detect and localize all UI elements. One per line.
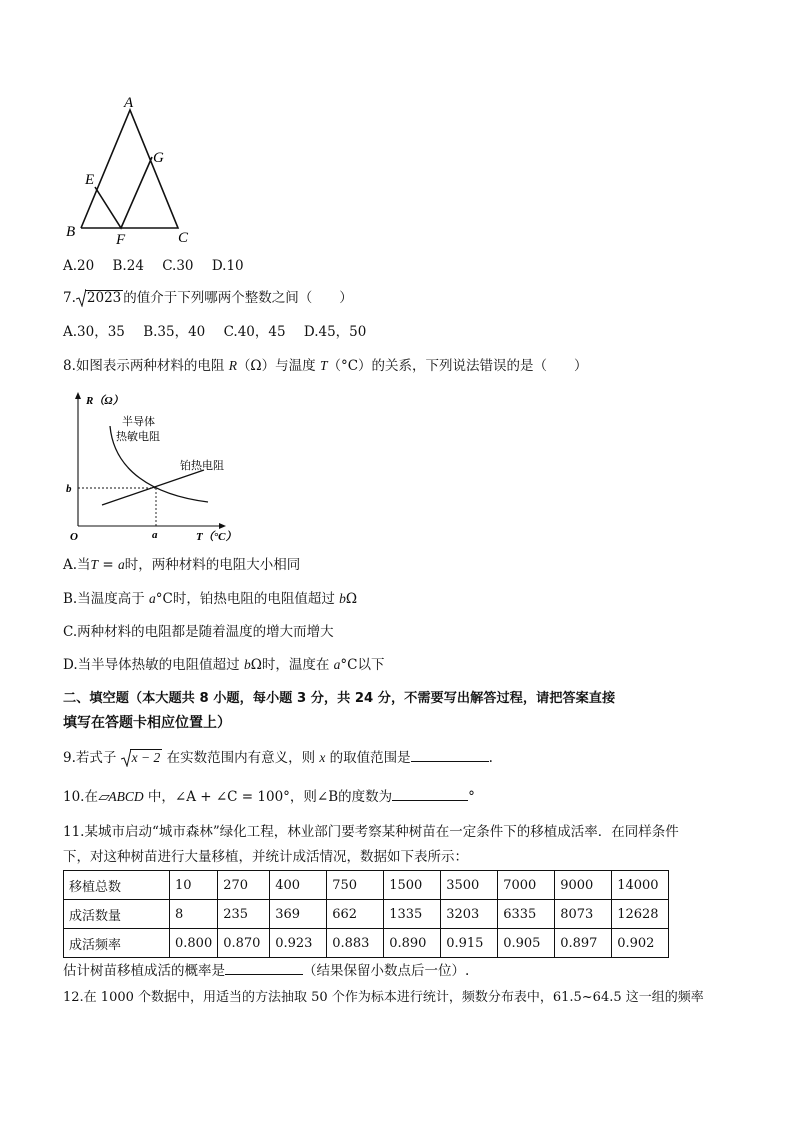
q8-option-a: [63, 556, 300, 574]
q8-option-b: [63, 590, 357, 608]
x-axis-label: T（°C）: [196, 531, 237, 543]
table-cell: 成活数量: [64, 900, 170, 929]
q9-answer-blank[interactable]: [411, 749, 489, 762]
label-G: G: [153, 150, 164, 166]
triangle-inner-lines: [95, 157, 152, 228]
table-cell: 14000: [612, 871, 669, 900]
section2-heading-line1: 二、填空题（本大题共 8 小题，每小题 3 分，共 24 分，不需要写出解答过程，请把答案直接: [63, 691, 616, 706]
q9-radicand: x − 2: [131, 750, 161, 765]
q7-option-c: C.40，45: [223, 324, 286, 340]
q8-d-prefix: D.当半导体热敏的电阻值超过: [63, 657, 244, 673]
q8-d-var: b: [243, 657, 251, 672]
table-cell: 6335: [498, 900, 555, 929]
q8-stem: [63, 357, 588, 375]
q8-a-var: T: [90, 557, 99, 572]
q11-after-suffix: （结果保留小数点后一位）.: [303, 963, 470, 979]
label-C: C: [178, 230, 189, 246]
q7-option-d: D.45，50: [303, 324, 367, 340]
label-E: E: [85, 172, 95, 188]
q8-b-var2: b: [339, 591, 346, 606]
b-label: b: [66, 483, 72, 495]
table-cell: 0.870: [218, 929, 270, 958]
transplant-table: [63, 870, 669, 958]
table-cell: 8073: [555, 900, 612, 929]
platinum-label: 铂热电阻: [180, 459, 224, 472]
table-cell: 0.905: [498, 929, 555, 958]
q8-b-suffix: Ω: [345, 591, 358, 607]
q6-option-c: C.30: [162, 258, 194, 274]
q8-option-d: [63, 656, 385, 674]
triangle-figure: [60, 92, 200, 252]
table-cell: 3203: [441, 900, 498, 929]
origin-label: O: [70, 531, 78, 543]
table-cell: 369: [270, 900, 327, 929]
q7-radicand: 2023: [86, 290, 122, 306]
table-cell: 成活频率: [64, 929, 170, 958]
q12-line1: 12.在 1000 个数据中，用适当的方法抽取 50 个作为标本进行统计，频数分布表中，61.5~64.5 这一组的频率: [63, 990, 704, 1005]
table-cell: 3500: [441, 871, 498, 900]
table-cell: 0.902: [612, 929, 669, 958]
table-cell: 8: [170, 900, 218, 929]
q11-answer-blank[interactable]: [225, 962, 303, 975]
q9-var: x: [319, 750, 326, 765]
table-cell: 1500: [384, 871, 441, 900]
q8-d-mid: Ω时，温度在: [250, 657, 334, 673]
q9-sqrt: [121, 749, 163, 767]
q6-options: [63, 257, 258, 275]
table-cell: 0.800: [170, 929, 218, 958]
q8-b-var: a: [149, 591, 156, 606]
table-cell: 750: [327, 871, 384, 900]
table-cell: 400: [270, 871, 327, 900]
q11-after-prefix: 估计树苗移植成活的概率是: [63, 963, 225, 979]
q10-stem: [63, 788, 475, 806]
platinum-line: [102, 470, 204, 505]
q8-a-val: a: [117, 557, 125, 572]
table-cell: 235: [218, 900, 270, 929]
resistance-temperature-graph: [62, 390, 247, 545]
label-A: A: [124, 95, 134, 111]
q11-after-table: [63, 962, 469, 980]
q7-text: 的值介于下列哪两个整数之间（ ）: [123, 290, 353, 306]
q7-option-b: B.35，40: [143, 324, 206, 340]
q8-b-mid: °C时，铂热电阻的电阻值超过: [155, 591, 340, 607]
q8-var-t: T: [319, 358, 328, 373]
table-cell: 0.923: [270, 929, 327, 958]
q8-mid1: （Ω）与温度: [236, 358, 316, 374]
q7-number: 7.: [63, 290, 76, 306]
table-cell: 9000: [555, 871, 612, 900]
table-cell: 0.915: [441, 929, 498, 958]
q8-option-c: C.两种材料的电阻都是随着温度的增大而增大: [63, 624, 334, 640]
q8-prefix: 8.如图表示两种材料的电阻: [63, 358, 225, 374]
a-label: a: [152, 529, 158, 541]
table-cell: 12628: [612, 900, 669, 929]
q6-option-d: D.10: [211, 258, 244, 274]
q8-a-eq: =: [98, 557, 118, 573]
q8-var-r: R: [228, 358, 237, 373]
q9-suffix: 的取值范围是: [325, 750, 411, 766]
q7-stem: [63, 289, 353, 307]
table-cell: 0.897: [555, 929, 612, 958]
table-cell: 7000: [498, 871, 555, 900]
table-cell: 移植总数: [64, 871, 170, 900]
table-cell: 0.883: [327, 929, 384, 958]
q6-option-a: A.20: [63, 258, 95, 274]
q10-end: °: [468, 789, 475, 805]
q9-prefix: 9.若式子: [63, 750, 121, 766]
label-B: B: [66, 224, 76, 240]
q9-mid: 在实数范围内有意义，则: [162, 750, 320, 766]
label-F: F: [116, 232, 126, 248]
semiconductor-label-line1: 半导体: [122, 415, 155, 428]
q8-d-var2: a: [333, 657, 341, 672]
q10-answer-blank[interactable]: [392, 788, 468, 801]
section2-heading-line2: 填写在答题卡相应位置上）: [63, 715, 231, 731]
q10-mid: 中，∠A + ∠C = 100°，则∠B的度数为: [143, 789, 393, 805]
x-axis-arrow: [219, 523, 226, 529]
q10-shape: ▱ABCD: [97, 789, 144, 804]
q9-stem: [63, 749, 493, 767]
q7-sqrt: [76, 289, 123, 307]
q11-line2: 下，对这种树苗进行大量移植，并统计成活情况，数据如下表所示：: [63, 849, 468, 865]
table-cell: 0.890: [384, 929, 441, 958]
semiconductor-label-line2: 热敏电阻: [116, 430, 160, 443]
q8-mid2: （°C）的关系，下列说法错误的是（ ）: [327, 358, 588, 374]
q7-option-a: A.30，35: [63, 324, 125, 340]
table-row: [64, 871, 669, 900]
table-cell: 1335: [384, 900, 441, 929]
q7-options: [63, 323, 380, 341]
q6-option-b: B.24: [112, 258, 144, 274]
y-axis-label: R（Ω）: [86, 395, 124, 407]
q8-d-suffix: °C以下: [340, 657, 385, 673]
q8-b-prefix: B.当温度高于: [63, 591, 150, 607]
table-cell: 270: [218, 871, 270, 900]
q9-end: .: [488, 750, 493, 766]
table-row: [64, 900, 669, 929]
table-cell: 662: [327, 900, 384, 929]
q8-a-suffix: 时，两种材料的电阻大小相同: [124, 557, 301, 573]
table-cell: 10: [170, 871, 218, 900]
y-axis-arrow: [75, 392, 81, 399]
q8-a-prefix: A.当: [63, 557, 91, 573]
q10-prefix: 10.在: [63, 789, 98, 805]
q11-line1: 11.某城市启动“城市森林”绿化工程，林业部门要考察某种树苗在一定条件下的移植成活率．在同样条件: [63, 824, 679, 840]
table-row: [64, 929, 669, 958]
